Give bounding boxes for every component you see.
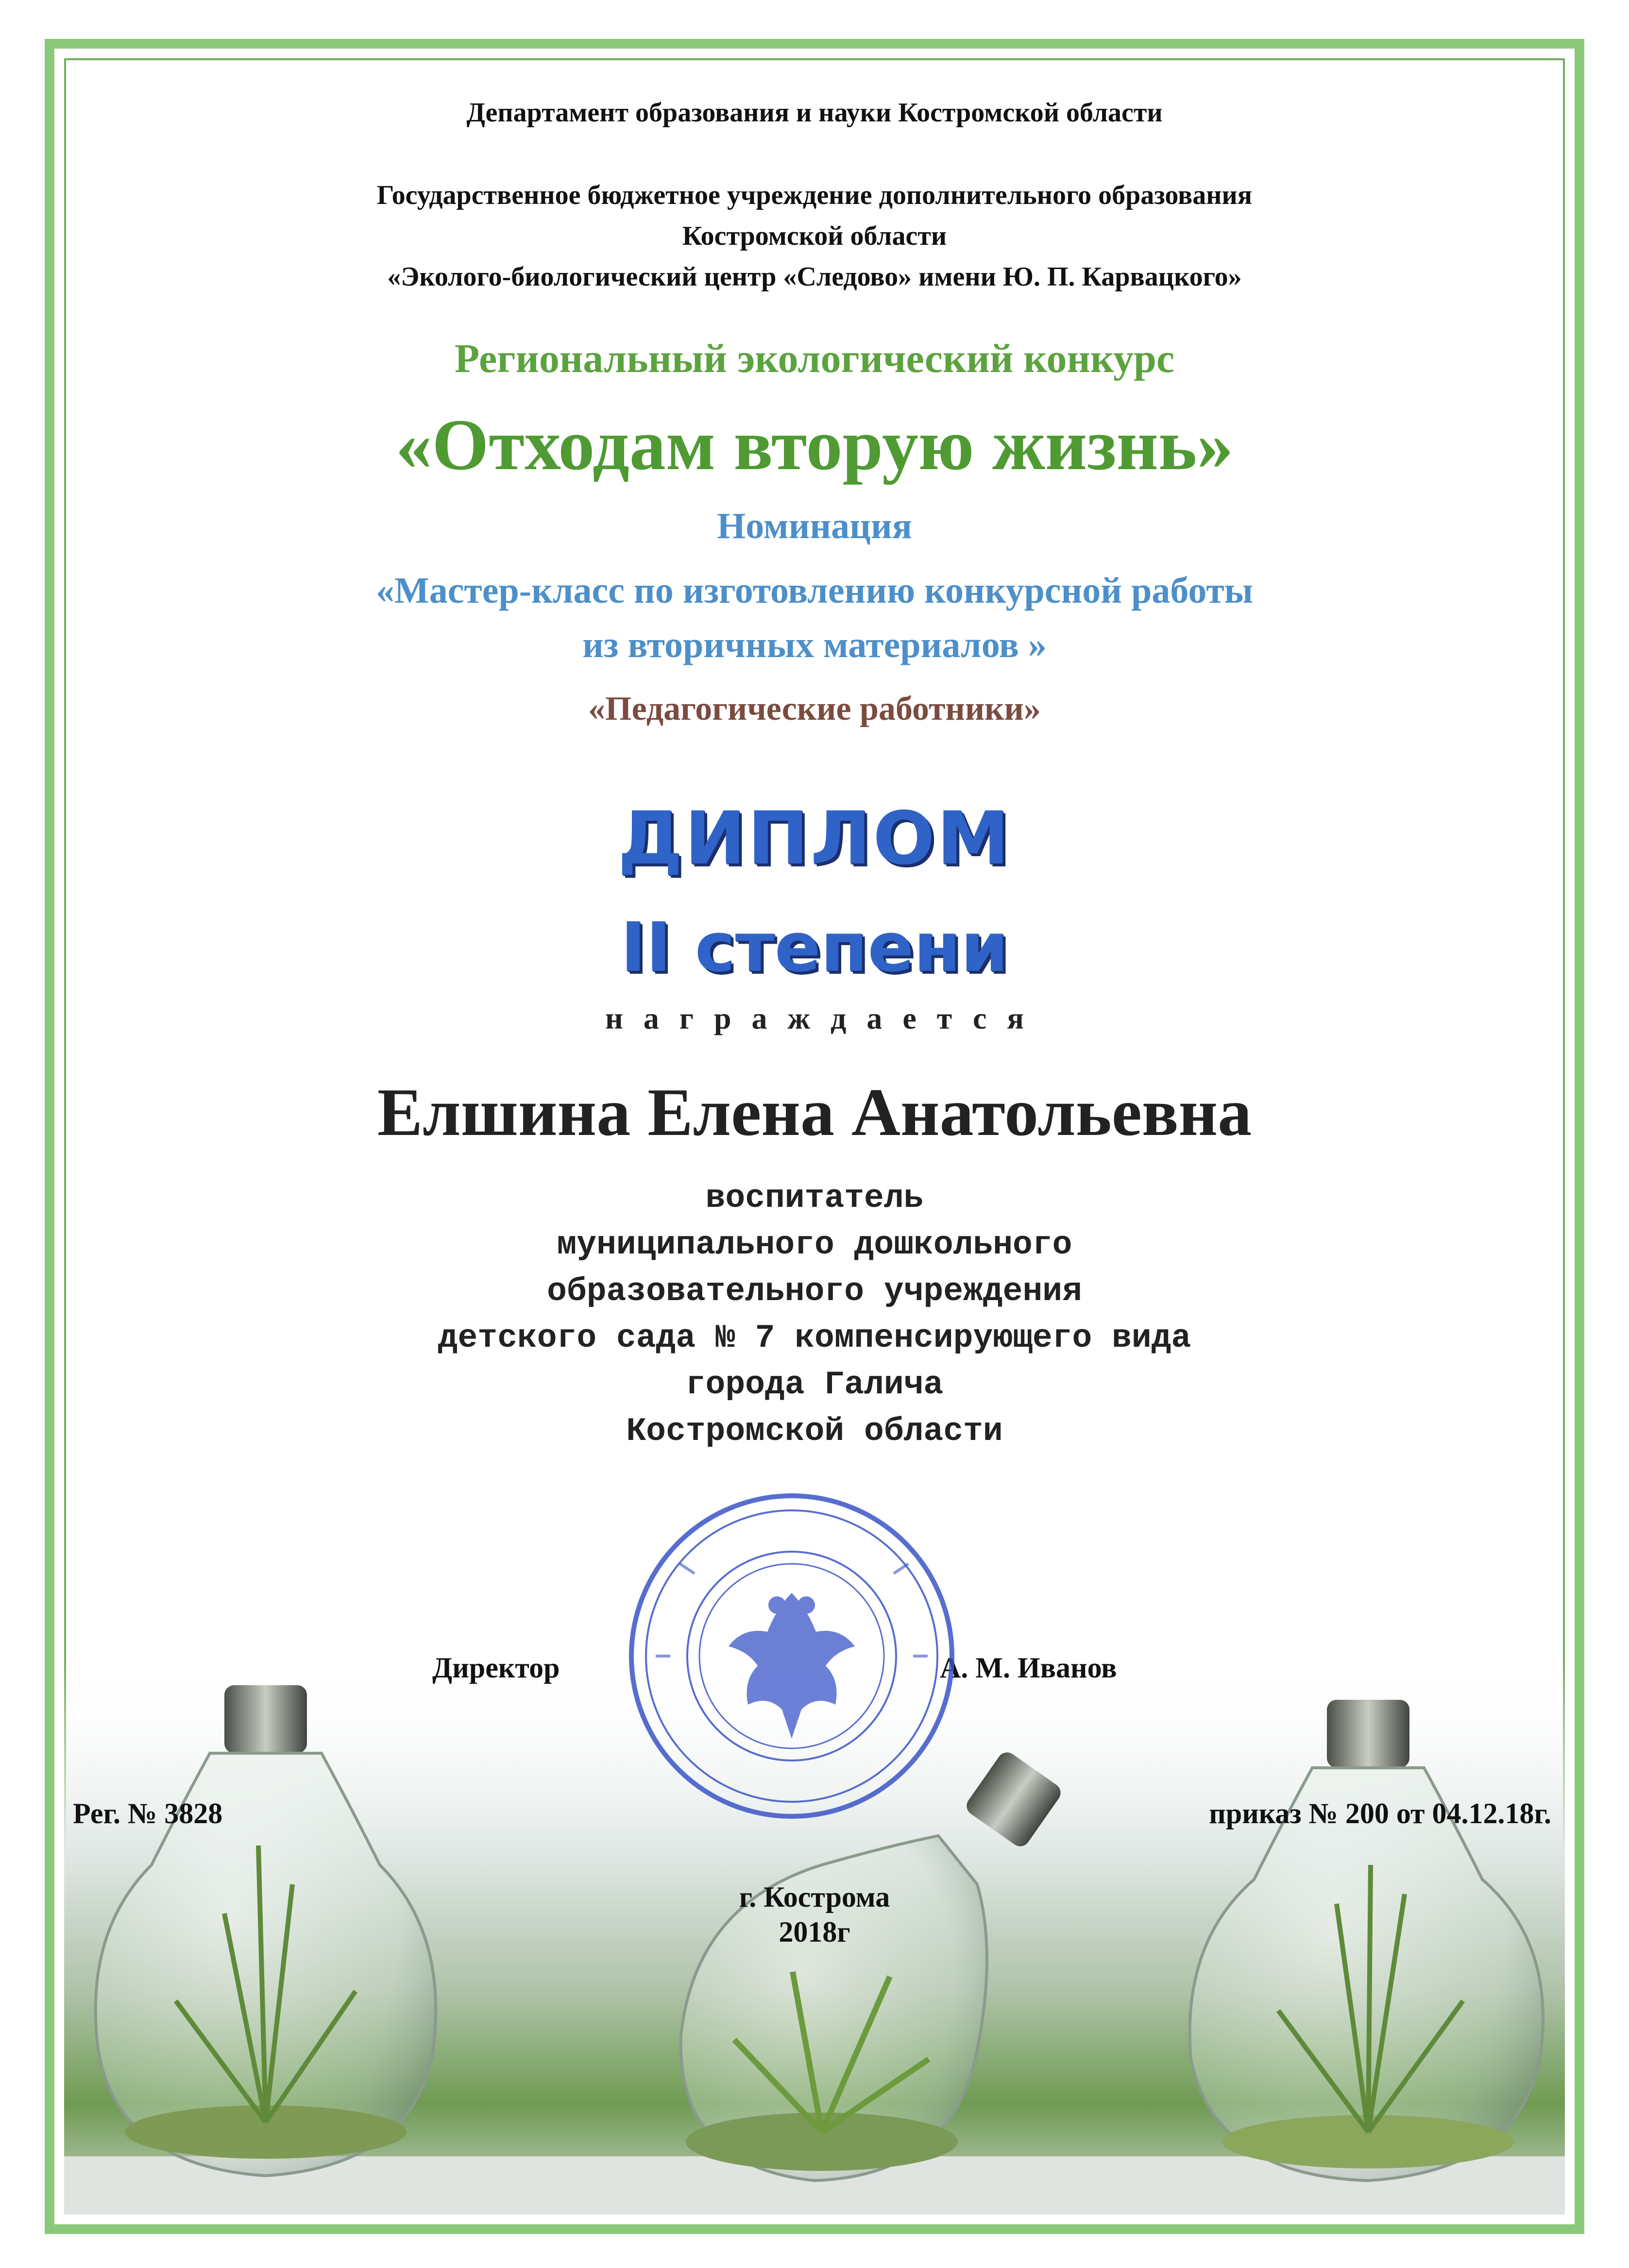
organization-line: «Эколого-биологический центр «Следово» имени Ю. П. Карвацкого»: [387, 262, 1242, 292]
registration-number: Рег. № 3828: [73, 1797, 223, 1829]
recipient-name: Елшина Елена Анатольевна: [377, 1075, 1252, 1150]
recipient-position: [0, 1175, 1629, 1455]
issue-year: 2018г: [779, 1916, 850, 1948]
nomination-line: из вторичных материалов »: [582, 625, 1047, 665]
organization-line: Костромской области: [682, 221, 947, 251]
position-line: города Галича: [685, 1366, 944, 1404]
organization-block: [0, 175, 1629, 297]
nomination-heading: Номинация: [717, 506, 912, 546]
diploma-degree: II степени: [620, 908, 1009, 987]
signature-name: А. М. Иванов: [940, 1652, 1117, 1684]
signature-role: Директор: [432, 1652, 560, 1684]
order-reference: приказ № 200 от 04.12.18г.: [1209, 1797, 1551, 1829]
contest-title: «Отходам вторую жизнь»: [395, 405, 1234, 485]
official-stamp: [622, 1486, 962, 1826]
issue-place-year: [0, 1879, 1629, 1949]
category: «Педагогические работники»: [588, 690, 1041, 728]
diploma-title: ДИПЛОМ: [617, 796, 1012, 881]
nomination-line: «Мастер-класс по изготовлению конкурсной работы: [375, 570, 1254, 611]
position-line: муниципального дошкольного: [557, 1226, 1072, 1264]
position-line: воспитатель: [705, 1180, 924, 1217]
position-line: детского сада № 7 компенсирующего вида: [438, 1320, 1191, 1357]
contest-type: Региональный экологический конкурс: [454, 336, 1175, 381]
department-heading: Департамент образования и науки Костромской области: [466, 98, 1163, 128]
organization-line: Государственное бюджетное учреждение дополнительного образования: [376, 180, 1253, 210]
position-line: Костромской области: [626, 1413, 1003, 1450]
awarded-label: награждается: [605, 1001, 1044, 1035]
position-line: образовательного учреждения: [547, 1273, 1082, 1310]
nomination-name: [0, 563, 1629, 672]
issue-place: г. Кострома: [739, 1881, 890, 1913]
